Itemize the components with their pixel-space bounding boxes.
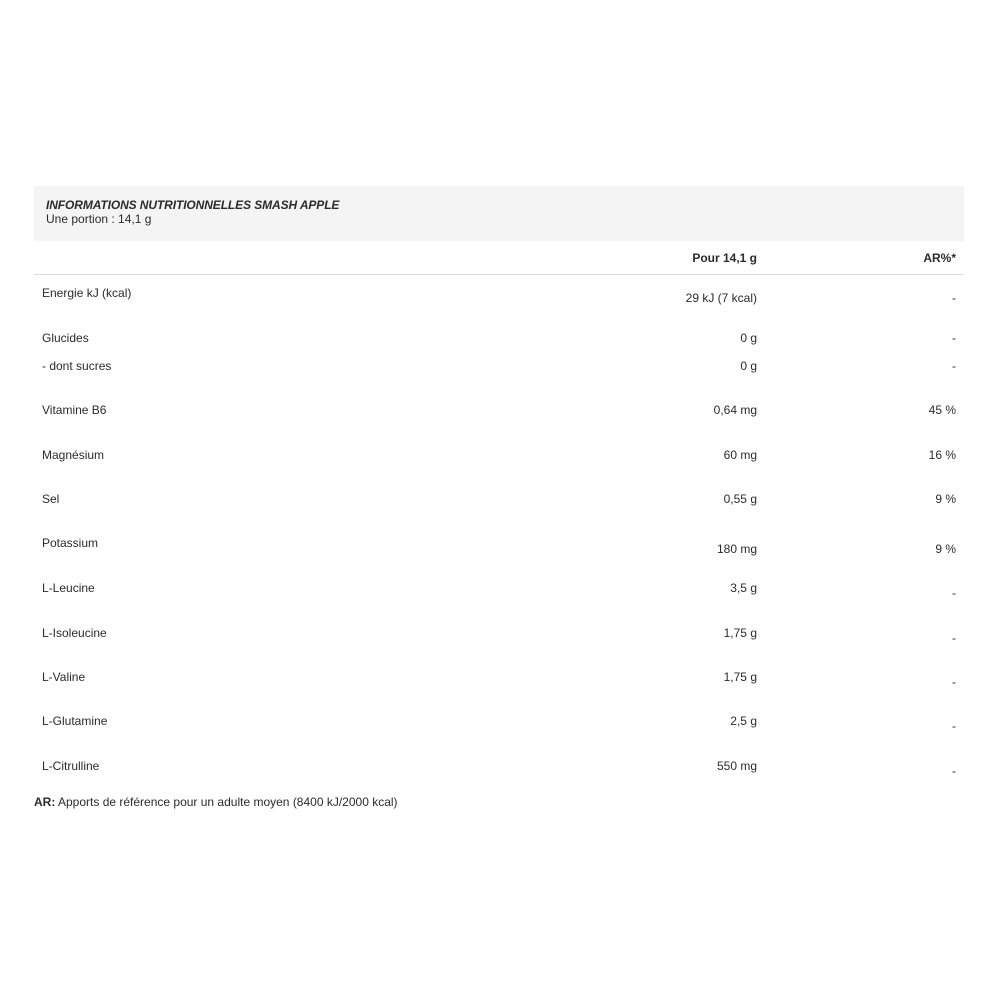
nutrient-amount: 550 mg [716, 759, 757, 773]
nutrient-ar: - [952, 331, 956, 345]
nutrient-name: L-Citrulline [42, 759, 100, 773]
nutrient-name: L-Valine [42, 670, 86, 684]
nutrient-amount: 29 kJ (7 kcal) [685, 291, 757, 305]
nutrient-amount: 2,5 g [730, 714, 757, 728]
nutrient-amount: 0,64 mg [713, 403, 757, 417]
footnote-label: AR: [34, 795, 56, 809]
nutrient-amount: 0 g [740, 331, 757, 345]
nutrient-ar: - [952, 586, 956, 600]
column-headers [34, 241, 964, 275]
nutrient-amount: 0,55 g [723, 492, 757, 506]
nutrient-amount: 180 mg [716, 542, 757, 556]
nutrient-ar: - [952, 631, 956, 645]
nutrient-ar: - [952, 764, 956, 778]
table-title: INFORMATIONS NUTRITIONNELLES SMASH APPLE [46, 198, 340, 212]
table-header [34, 186, 964, 241]
nutrient-ar: - [952, 359, 956, 373]
portion-size: Une portion : 14,1 g [46, 212, 152, 226]
nutrient-name: Sel [42, 492, 60, 506]
nutrient-ar: 9 % [935, 492, 956, 506]
nutrient-amount: 1,75 g [723, 670, 757, 684]
nutrient-ar: - [952, 291, 956, 305]
nutrient-name: L-Isoleucine [42, 626, 107, 640]
nutrient-name: - dont sucres [42, 359, 112, 373]
nutrient-ar: 45 % [928, 403, 956, 417]
nutrient-name: Potassium [42, 536, 99, 550]
nutrient-amount: 3,5 g [730, 581, 757, 595]
nutrient-amount: 0 g [740, 359, 757, 373]
column-header-amount: Pour 14,1 g [692, 251, 757, 265]
nutrition-table [34, 186, 964, 778]
nutrient-name: Vitamine B6 [42, 403, 107, 417]
nutrient-name: Glucides [42, 331, 89, 345]
nutrient-name: Energie kJ (kcal) [42, 286, 132, 300]
nutrient-name: L-Glutamine [42, 714, 108, 728]
nutrient-amount: 1,75 g [723, 626, 757, 640]
nutrient-ar: 16 % [928, 448, 956, 462]
footnote [34, 795, 398, 809]
nutrient-name: L-Leucine [42, 581, 95, 595]
footnote-text: Apports de référence pour un adulte moyen (8400 kJ/2000 kcal) [55, 795, 398, 809]
column-header-ar: AR%* [923, 251, 956, 265]
nutrient-ar: - [952, 675, 956, 689]
nutrient-ar: - [952, 719, 956, 733]
nutrient-amount: 60 mg [723, 448, 757, 462]
nutrient-ar: 9 % [935, 542, 956, 556]
nutrient-name: Magnésium [42, 448, 105, 462]
